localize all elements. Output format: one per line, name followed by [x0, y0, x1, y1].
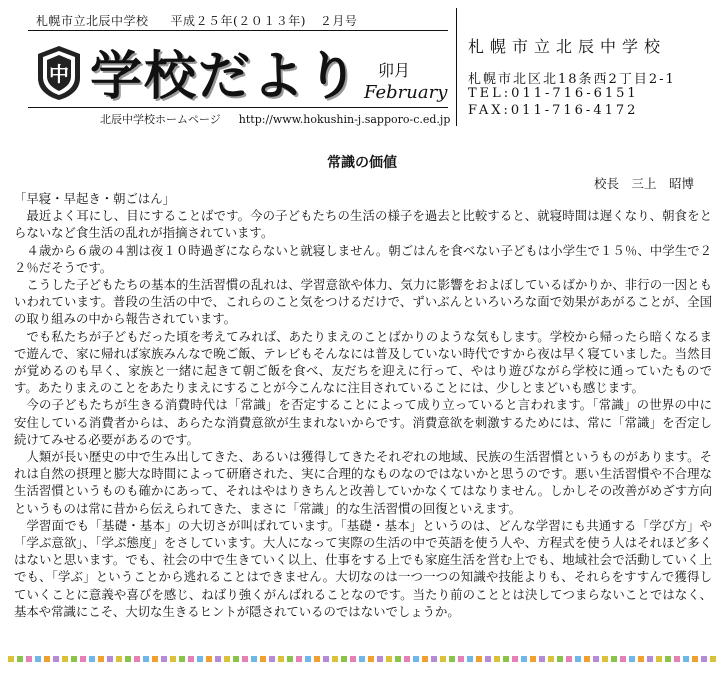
dash-mark: [539, 656, 545, 662]
dash-mark: [143, 656, 149, 662]
dash-mark: [494, 656, 500, 662]
contact-fax: FAX:011-716-4172: [468, 103, 639, 118]
dash-mark: [323, 656, 329, 662]
masthead-rule-top: [28, 30, 448, 31]
dash-mark: [125, 656, 131, 662]
dash-mark: [341, 656, 347, 662]
article-paragraph: 今の子どもたちが生きる消費時代は「常識」を否定することによって成り立っていると言われます。「常識」の世界の中に安住している消費者からは、あらたな消費意欲が生まれないからです。消費意欲を刺激するためには、常に「常識」を否定し続けてみせる必要があるのです。: [14, 397, 712, 447]
article-byline: 校長 三上 昭博: [593, 176, 694, 191]
dash-mark: [413, 656, 419, 662]
dash-mark: [152, 656, 158, 662]
article-paragraph: でも私たちが子どもだった頃を考えてみれば、あたりまえのことばかりのような気もします。学校から帰ったら暗くなるまで遊んで、家に帰れば家族みんなで晩ご飯、テレビもそんなには普及していない時代ですから夜は早く寝ていました。当然目が覚めるのも早く、家族と一緒に起きて朝ご飯を食べ、友だちを迎えに行って、やはり遊びながら学校に通っていたものです。あたりまえのことをあたりまえにすることが今こんなに注目されていることには、少しとまどいも感じます。: [14, 328, 712, 396]
dash-mark: [170, 656, 176, 662]
dash-mark: [377, 656, 383, 662]
dash-mark: [197, 656, 203, 662]
emblem-character: 中: [49, 62, 69, 86]
dash-mark: [332, 656, 338, 662]
dash-mark: [386, 656, 392, 662]
dash-mark: [620, 656, 626, 662]
dash-mark: [404, 656, 410, 662]
dash-mark: [512, 656, 518, 662]
contact-address: 札幌市北区北18条西2丁目2-1: [468, 72, 676, 87]
dash-mark: [251, 656, 257, 662]
article-paragraph: 最近よく耳にし、目にすることばです。今の子どもたちの生活の様子を過去と比較すると、就寝時間は遅くなり、朝食をとらないなど食生活の乱れが指摘されています。: [14, 208, 712, 241]
month-english: February: [364, 82, 448, 103]
dash-mark: [665, 656, 671, 662]
dash-mark: [314, 656, 320, 662]
article-paragraph: 人類が長い歴史の中で生み出してきた、あるいは獲得してきたそれぞれの地域、民族の生活習慣というものがあります。それは自然の摂理と膨大な時間によって研磨された、実に合理的なものなのではないかと思うのです。悪い生活習慣や不合理な生活習慣というものも確かにあって、それはやはりきちんと改善していかなくてはなりません。しかしその改善がめざす方向というものは常に昔から伝えられてきた、まさに「常識」的な生活習慣の回復といえます。: [14, 449, 712, 516]
dash-mark: [359, 656, 365, 662]
dash-mark: [647, 656, 653, 662]
masthead-rule-bottom: [28, 107, 448, 108]
dash-mark: [368, 656, 374, 662]
dash-mark: [440, 656, 446, 662]
newsletter-header: [8, 8, 718, 126]
dash-mark: [395, 656, 401, 662]
article-lead: 「早寝・早起き・朝ごはん」: [14, 191, 176, 206]
dash-mark: [467, 656, 473, 662]
dash-mark: [287, 656, 293, 662]
dash-mark: [215, 656, 221, 662]
masthead-topline: [36, 12, 357, 29]
dash-mark: [701, 656, 707, 662]
month-japanese: 卯月: [378, 61, 411, 80]
dash-mark: [449, 656, 455, 662]
school-name: 札幌市立北辰中学校: [36, 14, 149, 28]
dash-mark: [296, 656, 302, 662]
dash-mark: [278, 656, 284, 662]
dash-mark: [107, 656, 113, 662]
newsletter-title: 学校だより: [90, 47, 361, 107]
dash-mark: [71, 656, 77, 662]
dash-mark: [566, 656, 572, 662]
dash-mark: [116, 656, 122, 662]
dash-mark: [458, 656, 464, 662]
homepage-label: 北辰中学校ホームページ: [100, 113, 221, 126]
issue-label: ２月号: [319, 14, 358, 28]
dash-mark: [503, 656, 509, 662]
dash-mark: [233, 656, 239, 662]
contact-school-name: 札幌市立北辰中学校: [468, 37, 667, 56]
dash-mark: [692, 656, 698, 662]
dash-mark: [224, 656, 230, 662]
dash-mark: [431, 656, 437, 662]
dash-mark: [485, 656, 491, 662]
dash-mark: [98, 656, 104, 662]
dash-mark: [44, 656, 50, 662]
dash-mark: [62, 656, 68, 662]
decorative-dash-border: [8, 655, 716, 663]
dash-mark: [179, 656, 185, 662]
dash-mark: [710, 656, 716, 662]
article-paragraph: 学習面でも「基礎・基本」の大切さが叫ばれています。「基礎・基本」というのは、どんな学習にも共通する「学び方」や「学ぶ意欲」、「学ぶ態度」をさしています。大人になって実際の生活の中で英語を使う人や、方程式を使う人はそれほど多くはないと思います。でも、社会の中で生きていく以上、仕事をする上でも家庭生活を営む上でも、地域社会で活動していく上でも、「学ぶ」ということから逃れることはできません。大切なのは一つ一つの知識や技能よりも、それらをすすんで獲得していくことに意義や喜びを感じ、ねばり強くがんばれることなのです。当たり前のこととは決してつまらないことではなく、基本や常識にこそ、大切な生きるヒントが隠されているのではないでしょうか。: [14, 517, 712, 619]
dash-mark: [26, 656, 32, 662]
dash-mark: [242, 656, 248, 662]
dash-mark: [35, 656, 41, 662]
dash-mark: [134, 656, 140, 662]
dash-mark: [530, 656, 536, 662]
dash-mark: [269, 656, 275, 662]
dash-mark: [629, 656, 635, 662]
dash-mark: [656, 656, 662, 662]
dash-mark: [593, 656, 599, 662]
masthead: [8, 8, 451, 126]
dash-mark: [674, 656, 680, 662]
dash-mark: [89, 656, 95, 662]
dash-mark: [557, 656, 563, 662]
dash-mark: [350, 656, 356, 662]
dash-mark: [548, 656, 554, 662]
article-paragraph: こうした子どもたちの基本的生活習慣の乱れは、学習意欲や体力、気力に影響をおよぼしているばかりか、非行の一因ともいわれています。普段の生活の中で、これらのこと気をつけるだけで、ずいぶんといろいろな面で効果があがることが、全国の取り組みの中から報告されています。: [14, 277, 712, 327]
article-paragraph: ４歳から６歳の４割は夜１０時過ぎにならないと就寝しません。朝ごはんを食べない子どもは小学生で１５％、中学生で２２％だそうです。: [14, 242, 712, 275]
dash-mark: [260, 656, 266, 662]
dash-mark: [188, 656, 194, 662]
dash-mark: [683, 656, 689, 662]
dash-mark: [53, 656, 59, 662]
era-label: 平成２５年(２０１３年): [170, 14, 306, 28]
dash-mark: [206, 656, 212, 662]
dash-mark: [80, 656, 86, 662]
article-body: [14, 190, 712, 620]
dash-mark: [8, 656, 14, 662]
dash-mark: [611, 656, 617, 662]
dash-mark: [476, 656, 482, 662]
header-divider: [456, 8, 457, 126]
dash-mark: [584, 656, 590, 662]
dash-mark: [521, 656, 527, 662]
dash-mark: [602, 656, 608, 662]
school-emblem-icon: [34, 44, 84, 102]
dash-mark: [638, 656, 644, 662]
dash-mark: [422, 656, 428, 662]
dash-mark: [305, 656, 311, 662]
homepage-link[interactable]: http://www.hokushin-j.sapporo-c.ed.jp: [238, 113, 451, 126]
dash-mark: [17, 656, 23, 662]
article-title: 常識の価値: [327, 155, 397, 171]
contact-tel: TEL:011-716-6151: [468, 86, 639, 101]
dash-mark: [161, 656, 167, 662]
dash-mark: [575, 656, 581, 662]
homepage-line: [100, 111, 450, 127]
